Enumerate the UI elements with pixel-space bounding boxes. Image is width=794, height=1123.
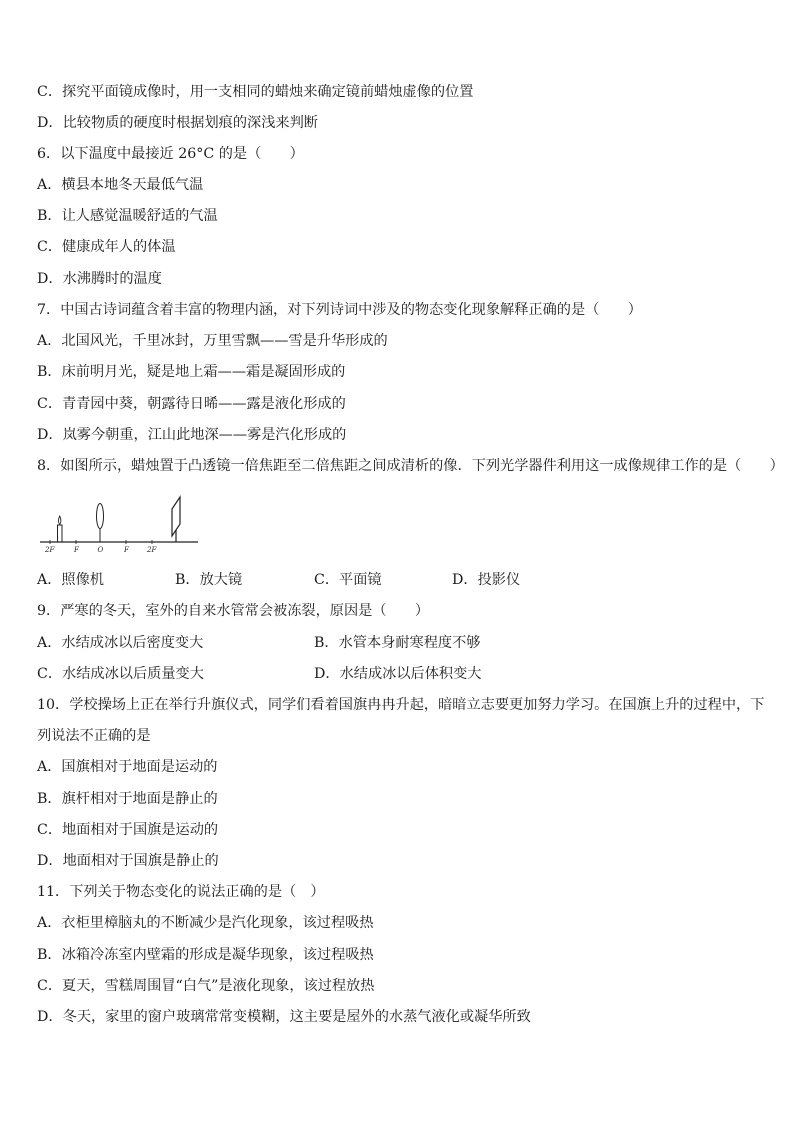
q6-option-b: B．让人感觉温暖舒适的气温	[37, 208, 218, 224]
label-2f-right: 2F	[147, 546, 157, 554]
q11-option-d: D．冬天，家里的窗户玻璃常常变模糊，这主要是屋外的水蒸气液化或凝华所致	[37, 1009, 531, 1025]
candle-flame	[58, 516, 60, 525]
q7-option-d: D．岚雾今朝重，江山此地深——雾是汽化形成的	[37, 427, 347, 443]
q10-option-c: C．地面相对于国旗是运动的	[37, 822, 219, 838]
candle-body	[58, 525, 63, 542]
q8-option-d: D．投影仪	[452, 572, 521, 588]
q7-option-b: B．床前明月光，疑是地上霜——霜是凝固形成的	[37, 364, 346, 380]
q9-option-a: A．水结成冰以后密度变大	[37, 635, 204, 651]
label-f-right: F	[124, 546, 129, 554]
q9-stem: 9．严寒的冬天，室外的自来水管常会被冻裂，原因是（ ）	[37, 603, 430, 619]
q10-option-d: D．地面相对于国旗是静止的	[37, 853, 219, 869]
q5-option-d: D．比较物质的硬度时根据划痕的深浅来判断	[37, 115, 318, 131]
q8-stem: 8．如图所示，蜡烛置于凸透镜一倍焦距至二倍焦距之间成清析的像．下列光学器件利用这一成像规律工作的是（ ）	[37, 458, 784, 474]
q10-option-a: A．国旗相对于地面是运动的	[37, 759, 218, 775]
label-o: O	[97, 546, 104, 554]
q5-option-c: C．探究平面镜成像时，用一支相同的蜡烛来确定镜前蜡烛虚像的位置	[37, 84, 474, 100]
q8-option-a: A．照像机	[37, 572, 104, 588]
q7-option-c: C．青青园中葵，朝露待日晞——露是液化形成的	[37, 396, 346, 412]
q7-option-a: A．北国风光，千里冰封，万里雪飘——雪是升华形成的	[37, 333, 388, 349]
q6-option-a: A．横县本地冬天最低气温	[37, 177, 204, 193]
lens-diagram	[40, 492, 200, 557]
q10-stem-line2: 列说法不正确的是	[37, 728, 151, 744]
q6-stem: 6．以下温度中最接近 26°C 的是（ ）	[37, 146, 304, 162]
q11-option-a: A．衣柜里樟脑丸的不断减少是汽化现象，该过程吸热	[37, 915, 374, 931]
label-2f-left: 2F	[45, 546, 55, 554]
q6-option-c: C．健康成年人的体温	[37, 239, 176, 255]
q11-stem: 11．下列关于物态变化的说法正确的是（ ）	[37, 884, 325, 900]
q9-option-d: D．水结成冰以后体积变大	[314, 666, 482, 682]
q11-option-c: C．夏天，雪糕周围冒“白气”是液化现象，该过程放热	[37, 978, 375, 994]
q10-option-b: B．旗杆相对于地面是静止的	[37, 791, 218, 807]
q11-option-b: B．冰箱冷冻室内壁霜的形成是凝华现象，该过程吸热	[37, 947, 374, 963]
q9-option-b: B．水管本身耐寒程度不够	[314, 635, 481, 651]
label-f-left: F	[74, 546, 79, 554]
q7-stem: 7．中国古诗词蕴含着丰富的物理内涵，对下列诗词中涉及的物态变化现象解释正确的是（ ）	[37, 302, 642, 318]
convex-lens	[97, 504, 104, 529]
q8-option-b: B．放大镜	[175, 572, 243, 588]
q10-stem-line1: 10．学校操场上正在举行升旗仪式，同学们看着国旗冉冉升起，暗暗立志要更加努力学习。在国旗上升的过程中，下	[37, 697, 765, 713]
q9-option-c: C．水结成冰以后质量变大	[37, 666, 204, 682]
q6-option-d: D．水沸腾时的温度	[37, 271, 162, 287]
q8-option-c: C．平面镜	[314, 572, 382, 588]
